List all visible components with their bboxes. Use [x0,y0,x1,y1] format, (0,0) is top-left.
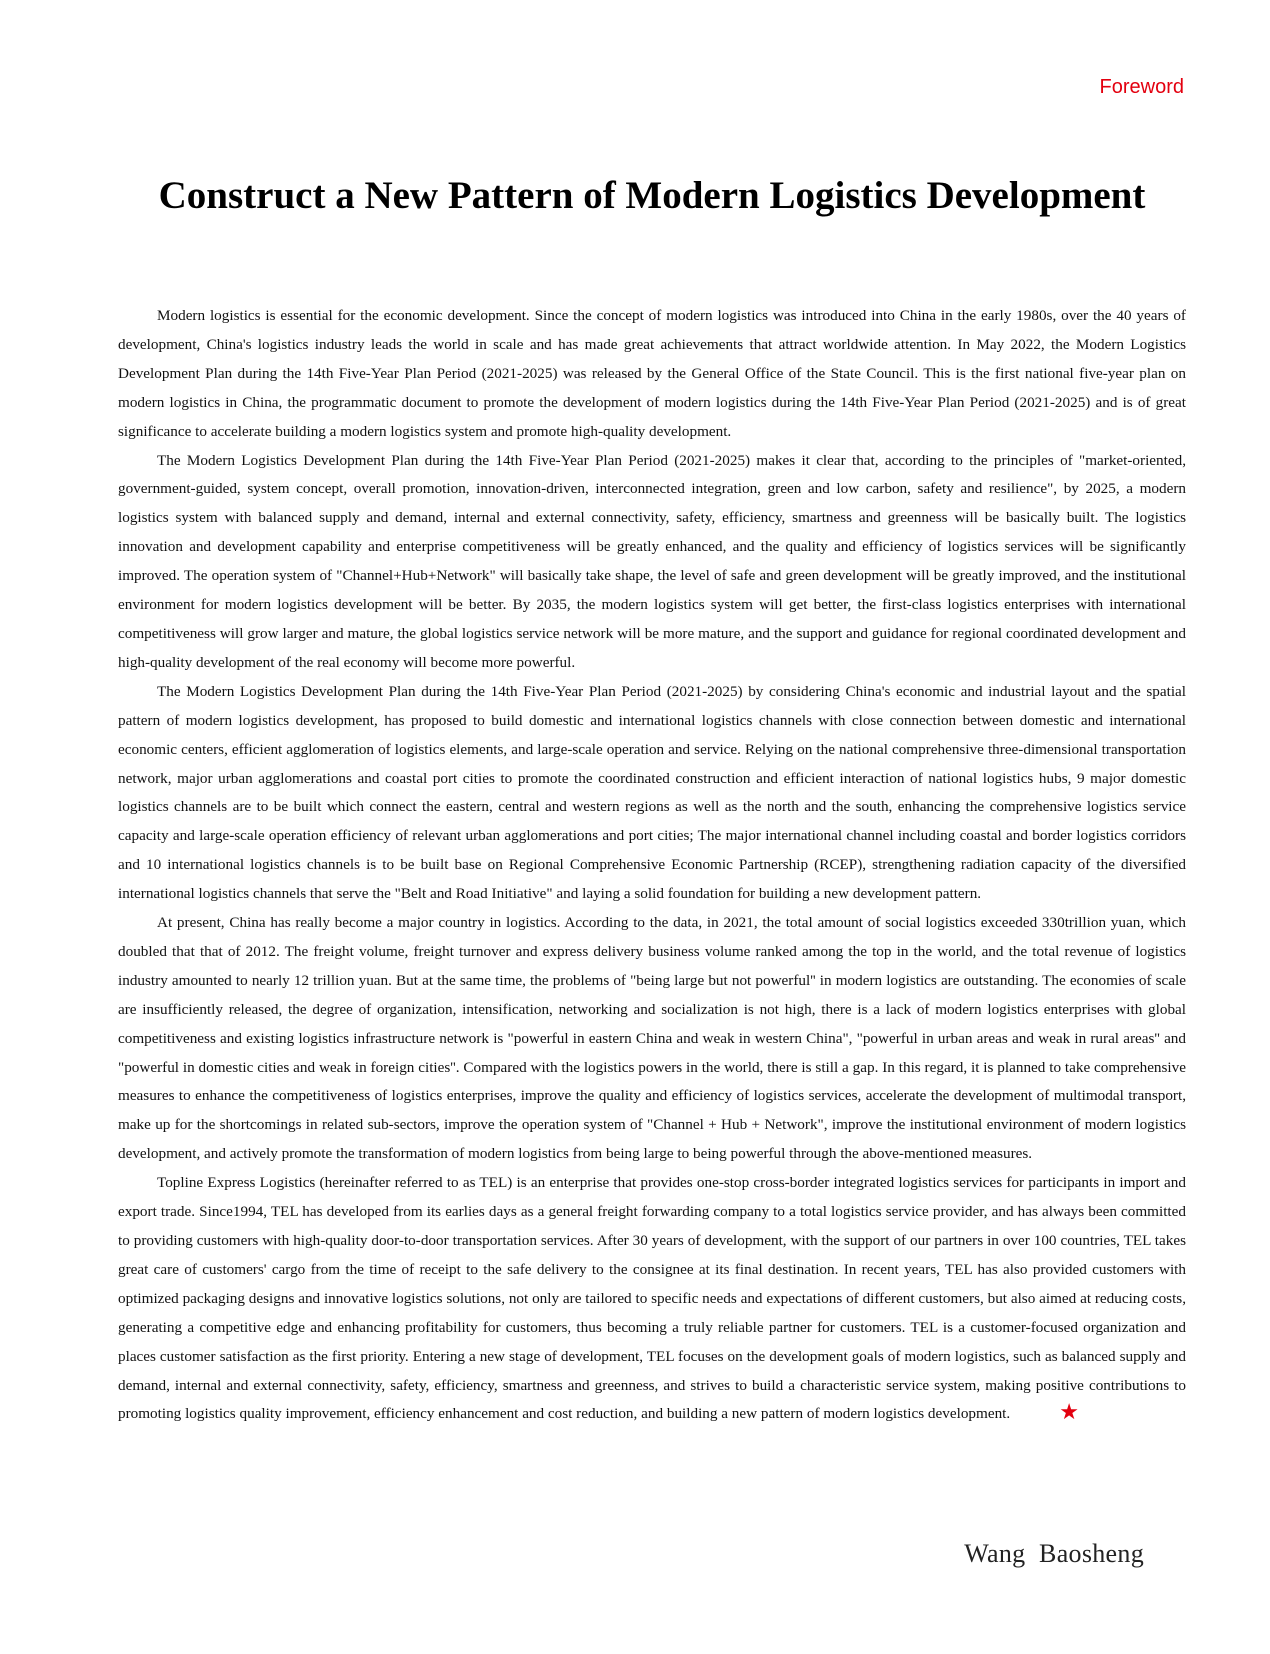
paragraph-5-text: Topline Express Logistics (hereinafter referred to as TEL) is an enterprise that provides one-stop cross-border integrated logistics services for participants in import and export trade. Since1994, TEL has developed from its earlies days as a general freight forwarding company to a total logistics service provider, and has always been committed to providing customers with high-quality door-to-door transportation services. After 30 years of development, with the support of our partners in over 100 countries, TEL takes great care of customers' cargo from the time of receipt to the safe delivery to the consignee at its final destination. In recent years, TEL has also provided customers with optimized packaging designs and innovative logistics solutions, not only are tailored to specific needs and expectations of different customers, but also aimed at reducing costs, generating a competitive edge and enhancing profitability for customers, thus becoming a truly reliable partner for customers. TEL is a customer-focused organization and places customer satisfaction as the first priority. Entering a new stage of development, TEL focuses on the development goals of modern logistics, such as balanced supply and demand, internal and external connectivity, safety, efficiency, smartness and greenness, and strives to build a characteristic service system, making positive contributions to promoting logistics quality improvement, efficiency enhancement and cost reduction, and building a new pattern of modern logistics development. [118,1174,1186,1423]
paragraph-2: The Modern Logistics Development Plan during the 14th Five-Year Plan Period (2021-2025) makes it clear that, according to the principles of "market-oriented, government-guided, system concept, overall promotion, innovation-driven, interconnected integration, green and low carbon, safety and resilience", by 2025, a modern logistics system with balanced supply and demand, internal and external connectivity, safety, efficiency, smartness and greenness will be basically built. The logistics innovation and development capability and enterprise competitiveness will be greatly enhanced, and the quality and efficiency of logistics services will be significantly improved. The operation system of "Channel+Hub+Network" will basically take shape, the level of safe and green development will be greatly improved, and the institutional environment for modern logistics development will be better. By 2035, the modern logistics system will get better, the first-class logistics enterprises with international competitiveness will grow larger and mature, the global logistics service network will be more mature, and the support and guidance for regional coordinated development and high-quality development of the real economy will become more powerful. [118,451,1186,671]
section-label: Foreword [1099,76,1184,98]
author-signature: Wang Baosheng [964,1539,1144,1568]
article-title: Construct a New Pattern of Modern Logistics Development [158,174,1146,217]
paragraph-3: The Modern Logistics Development Plan during the 14th Five-Year Plan Period (2021-2025) by considering China's economic and industrial layout and the spatial pattern of modern logistics development, has proposed to build domestic and international logistics channels with close connection between domestic and international economic centers, efficient agglomeration of logistics elements, and large-scale operation and service. Relying on the national comprehensive three-dimensional transportation network, major urban agglomerations and coastal port cities to promote the coordinated construction and efficient interaction of national logistics hubs, 9 major domestic logistics channels are to be built which connect the eastern, central and western regions as well as the north and the south, enhancing the comprehensive logistics service capacity and large-scale operation efficiency of relevant urban agglomerations and port cities; The major international channel including coastal and border logistics corridors and 10 international logistics channels is to be built base on Regional Comprehensive Economic Partnership (RCEP), strengthening radiation capacity of the diversified international logistics channels that serve the "Belt and Road Initiative" and laying a solid foundation for building a new development pattern. [118,682,1186,903]
paragraph-4: At present, China has really become a major country in logistics. According to the data, in 2021, the total amount of social logistics exceeded 330trillion yuan, which doubled that that of 2012. The freight volume, freight turnover and express delivery business volume ranked among the top in the world, and the total revenue of logistics industry amounted to nearly 12 trillion yuan. But at the same time, the problems of "being large but not powerful'' in modern logistics are outstanding. The economies of scale are insufficiently released, the degree of organization, intensification, networking and socialization is not high, there is a lack of modern logistics enterprises with global competitiveness and existing logistics infrastructure network is "powerful in eastern China and weak in western China", "powerful in urban areas and weak in rural areas'' and "powerful in domestic cities and weak in foreign cities''. Compared with the logistics powers in the world, there is still a gap. In this regard, it is planned to take comprehensive measures to enhance the competitiveness of logistics enterprises, improve the quality and efficiency of logistics services, accelerate the development of multimodal transport, make up for the shortcomings in related sub-sectors, improve the operation system of "Channel + Hub + Network", improve the institutional environment of modern logistics development, and actively promote the transformation of modern logistics from being large to being powerful through the above-mentioned measures. [118,914,1186,1163]
star-icon: ★ [1059,1400,1079,1426]
article-body [118,302,1186,1429]
paragraph-5 [118,1169,1186,1429]
paragraph-1: Modern logistics is essential for the economic development. Since the concept of modern logistics was introduced into China in the early 1980s, over the 40 years of development, China's logistics industry leads the world in scale and has made great achievements that attract worldwide attention. In May 2022, the Modern Logistics Development Plan during the 14th Five-Year Plan Period (2021-2025) was released by the General Office of the State Council. This is the first national five-year plan on modern logistics in China, the programmatic document to promote the development of modern logistics during the 14th Five-Year Plan Period (2021-2025) and is of great significance to accelerate building a modern logistics system and promote high-quality development. [118,307,1186,440]
